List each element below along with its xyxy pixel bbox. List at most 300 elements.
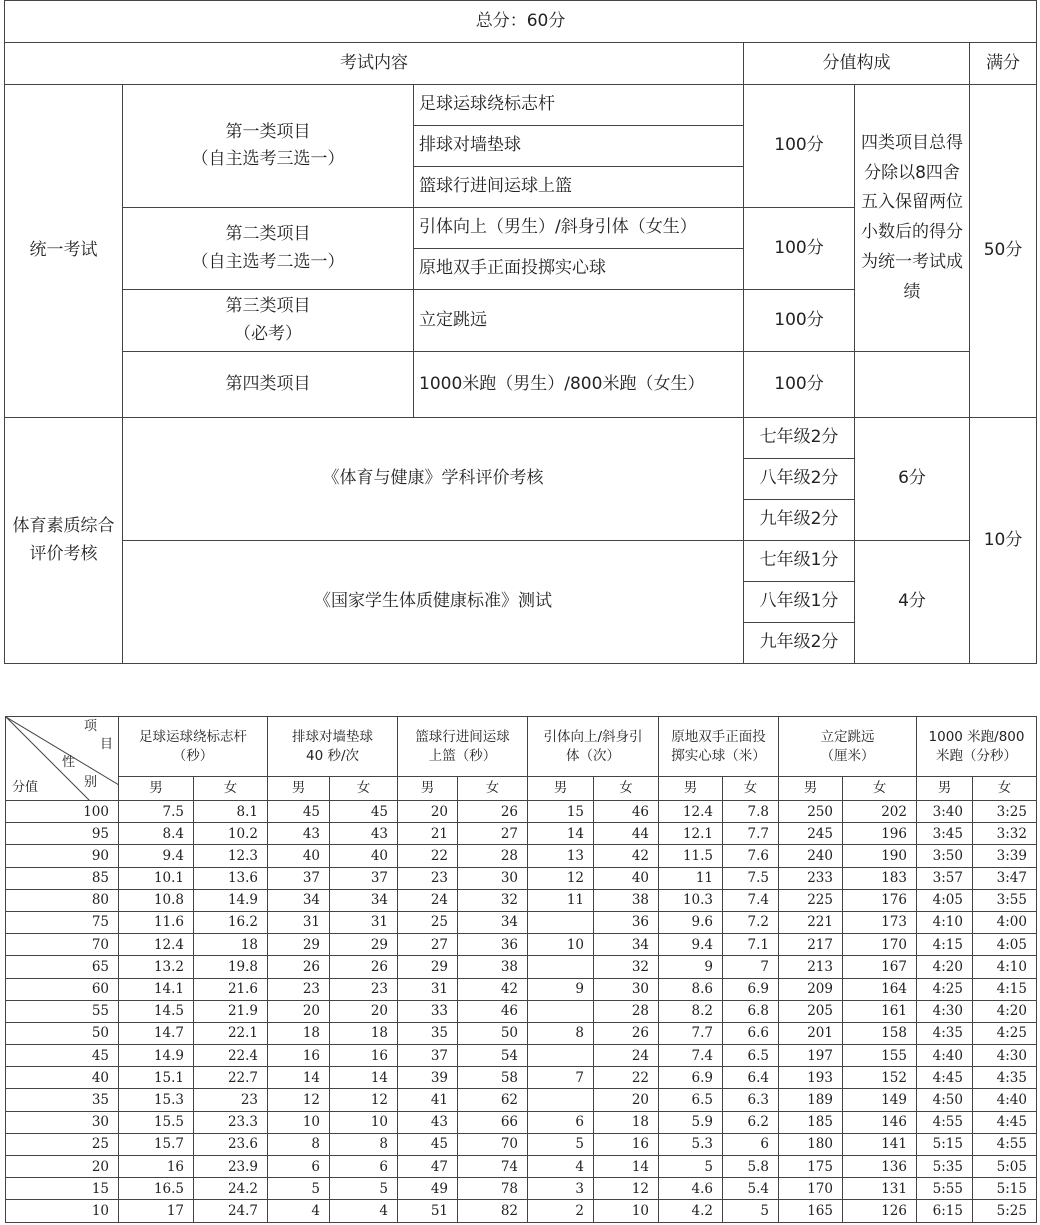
standard-cell: 3:39 — [973, 845, 1037, 867]
standard-cell: 21.6 — [194, 978, 268, 1000]
gender-male-header: 男 — [119, 777, 194, 801]
standard-cell: 43 — [330, 823, 398, 845]
standard-cell: 28 — [594, 1000, 659, 1022]
standard-cell: 11 — [659, 867, 723, 889]
standard-cell: 7.5 — [119, 801, 194, 823]
standard-cell: 33 — [398, 1000, 458, 1022]
standard-cell: 6.3 — [723, 1089, 779, 1111]
standard-cell: 10.8 — [119, 889, 194, 911]
standard-cell: 36 — [594, 911, 659, 933]
standard-cell: 29 — [330, 934, 398, 956]
standard-cell: 158 — [843, 1022, 917, 1044]
score-row — [6, 801, 1037, 823]
standard-cell: 10 — [330, 1111, 398, 1133]
standard-cell: 180 — [779, 1133, 843, 1155]
standard-cell: 8.1 — [194, 801, 268, 823]
column-header-line: （秒） — [172, 747, 214, 764]
standard-cell: 12 — [330, 1089, 398, 1111]
corner-item-label-1: 项 — [84, 719, 98, 734]
standard-cell: 22 — [594, 1067, 659, 1089]
standard-cell — [528, 956, 594, 978]
standard-cell: 10 — [594, 1200, 659, 1222]
standard-cell: 149 — [843, 1089, 917, 1111]
standard-cell: 176 — [843, 889, 917, 911]
score-row — [6, 1022, 1037, 1044]
standard-cell: 189 — [779, 1089, 843, 1111]
standard-cell: 205 — [779, 1000, 843, 1022]
standard-cell: 4:35 — [973, 1067, 1037, 1089]
fitness-test-label: 《国家学生体质健康标准》测试 — [123, 541, 744, 664]
standard-cell: 16 — [268, 1045, 330, 1067]
standard-cell: 5 — [268, 1178, 330, 1200]
header-content: 考试内容 — [5, 43, 744, 85]
standard-cell: 38 — [594, 889, 659, 911]
standard-cell: 25 — [398, 911, 458, 933]
standard-cell: 14.1 — [119, 978, 194, 1000]
standard-cell: 23.6 — [194, 1133, 268, 1155]
standard-cell: 5 — [330, 1178, 398, 1200]
category-4-title: 第四类项目 — [123, 352, 414, 418]
gender-female-header: 女 — [594, 777, 659, 801]
standard-cell: 7.5 — [723, 867, 779, 889]
standard-cell: 175 — [779, 1156, 843, 1178]
score-value-cell: 60 — [6, 978, 119, 1000]
corner-gender-label-1: 性 — [62, 755, 76, 770]
standard-cell: 20 — [398, 801, 458, 823]
score-row — [6, 889, 1037, 911]
standard-cell: 12.4 — [119, 934, 194, 956]
comprehensive-full-score: 10分 — [970, 418, 1037, 664]
standard-cell: 7 — [528, 1067, 594, 1089]
gender-female-header: 女 — [843, 777, 917, 801]
standard-cell: 82 — [458, 1200, 528, 1222]
standard-cell: 155 — [843, 1045, 917, 1067]
standard-cell: 14.5 — [119, 1000, 194, 1022]
standard-cell: 6 — [330, 1156, 398, 1178]
score-row — [6, 978, 1037, 1000]
category-1 — [123, 85, 414, 208]
standard-cell: 6.8 — [723, 1000, 779, 1022]
standard-cell: 3:47 — [973, 867, 1037, 889]
standard-cell: 44 — [594, 823, 659, 845]
exam-structure-table — [4, 0, 1037, 664]
standard-cell: 141 — [843, 1133, 917, 1155]
standard-cell: 250 — [779, 801, 843, 823]
score-value-cell: 40 — [6, 1067, 119, 1089]
standard-cell: 8 — [528, 1022, 594, 1044]
standard-cell: 18 — [194, 934, 268, 956]
column-header — [119, 717, 268, 777]
standard-cell: 28 — [458, 845, 528, 867]
standard-cell: 17 — [119, 1200, 194, 1222]
score-value-cell: 80 — [6, 889, 119, 911]
score-value-cell: 10 — [6, 1200, 119, 1222]
score-row — [6, 1045, 1037, 1067]
standard-cell: 2 — [528, 1200, 594, 1222]
standard-cell: 4:15 — [917, 934, 973, 956]
standard-cell: 6 — [268, 1156, 330, 1178]
standard-cell: 4:55 — [973, 1133, 1037, 1155]
standard-cell: 4 — [330, 1200, 398, 1222]
standard-cell: 7.7 — [659, 1022, 723, 1044]
standard-cell: 46 — [594, 801, 659, 823]
grade-score: 七年级1分 — [744, 541, 855, 582]
standard-cell: 34 — [458, 911, 528, 933]
standard-cell: 14.9 — [119, 1045, 194, 1067]
column-header — [268, 717, 398, 777]
standard-cell: 4:25 — [973, 1022, 1037, 1044]
standard-cell: 16 — [119, 1156, 194, 1178]
standard-cell: 20 — [594, 1089, 659, 1111]
standard-cell: 54 — [458, 1045, 528, 1067]
standard-cell: 3:57 — [917, 867, 973, 889]
corner-item-label-2: 目 — [100, 737, 114, 752]
standard-cell: 43 — [268, 823, 330, 845]
column-header-line: 米跑（分秒） — [936, 747, 1017, 764]
standard-cell: 45 — [398, 1133, 458, 1155]
standard-cell — [528, 1045, 594, 1067]
standard-cell: 6:15 — [917, 1200, 973, 1222]
standard-cell: 6.9 — [659, 1067, 723, 1089]
score-value-cell: 35 — [6, 1089, 119, 1111]
standard-cell: 31 — [398, 978, 458, 1000]
comprehensive-exam-label: 体育素质综合评价考核 — [5, 418, 123, 664]
score-row — [6, 867, 1037, 889]
standard-cell: 4:00 — [973, 911, 1037, 933]
standard-cell: 46 — [458, 1000, 528, 1022]
standard-cell: 14 — [528, 823, 594, 845]
standard-cell: 16.5 — [119, 1178, 194, 1200]
standard-cell: 47 — [398, 1156, 458, 1178]
standard-cell: 22.1 — [194, 1022, 268, 1044]
standard-cell: 11.6 — [119, 911, 194, 933]
score-rows — [6, 801, 1037, 1223]
total-score-title: 总分：60分 — [5, 1, 1037, 43]
standard-cell: 4:30 — [973, 1045, 1037, 1067]
column-header — [779, 717, 917, 777]
standard-cell: 66 — [458, 1111, 528, 1133]
standard-cell: 5:25 — [973, 1200, 1037, 1222]
standard-cell: 16 — [594, 1133, 659, 1155]
standard-cell: 4:45 — [973, 1111, 1037, 1133]
standard-cell: 13.2 — [119, 956, 194, 978]
standard-cell: 23 — [330, 978, 398, 1000]
standard-cell: 12 — [268, 1089, 330, 1111]
standard-cell: 197 — [779, 1045, 843, 1067]
standard-cell: 7.8 — [723, 801, 779, 823]
standard-cell: 50 — [458, 1022, 528, 1044]
standard-cell: 7.4 — [659, 1045, 723, 1067]
standard-cell: 131 — [843, 1178, 917, 1200]
standard-cell: 23 — [268, 978, 330, 1000]
corner-gender-label-2: 别 — [84, 775, 98, 790]
grade-score: 七年级2分 — [744, 418, 855, 459]
score-value-cell: 70 — [6, 934, 119, 956]
grade-score: 九年级2分 — [744, 500, 855, 541]
standard-cell: 9.6 — [659, 911, 723, 933]
column-header-line: 原地双手正面投 — [671, 729, 766, 746]
category-2-item: 引体向上（男生）/斜身引体（女生） — [414, 208, 744, 249]
standard-cell: 20 — [268, 1000, 330, 1022]
standard-cell: 70 — [458, 1133, 528, 1155]
score-row — [6, 956, 1037, 978]
standard-cell: 4:10 — [917, 911, 973, 933]
score-row — [6, 1133, 1037, 1155]
standard-cell: 49 — [398, 1178, 458, 1200]
gender-header-row — [6, 777, 1037, 801]
standard-cell: 201 — [779, 1022, 843, 1044]
gender-male-header: 男 — [398, 777, 458, 801]
category-1-score: 100分 — [744, 85, 855, 208]
category-2-note: （自主选考二选一） — [191, 251, 345, 272]
standard-cell: 10.3 — [659, 889, 723, 911]
standard-cell: 5 — [528, 1133, 594, 1155]
standard-cell: 29 — [268, 934, 330, 956]
standard-cell: 30 — [594, 978, 659, 1000]
standard-cell: 4:15 — [973, 978, 1037, 1000]
standard-cell: 4 — [528, 1156, 594, 1178]
standard-cell: 4:05 — [917, 889, 973, 911]
standard-cell: 32 — [458, 889, 528, 911]
gender-female-header: 女 — [723, 777, 779, 801]
standard-cell: 20 — [330, 1000, 398, 1022]
standard-cell: 5.8 — [723, 1156, 779, 1178]
standard-cell: 21 — [398, 823, 458, 845]
score-row — [6, 1067, 1037, 1089]
category-2-score: 100分 — [744, 208, 855, 290]
standard-cell: 43 — [398, 1111, 458, 1133]
gender-male-header: 男 — [659, 777, 723, 801]
standard-cell: 10.2 — [194, 823, 268, 845]
standard-cell: 24.2 — [194, 1178, 268, 1200]
grade-score: 九年级2分 — [744, 623, 855, 664]
score-value-cell: 85 — [6, 867, 119, 889]
header-full: 满分 — [970, 43, 1037, 85]
standard-cell: 9 — [528, 978, 594, 1000]
gender-female-header: 女 — [330, 777, 398, 801]
gender-male-header: 男 — [268, 777, 330, 801]
subject-evaluation-total: 6分 — [855, 418, 970, 541]
standard-cell: 18 — [594, 1111, 659, 1133]
standard-cell: 14 — [330, 1067, 398, 1089]
standard-cell: 34 — [594, 934, 659, 956]
score-value-cell: 15 — [6, 1178, 119, 1200]
standard-cell: 209 — [779, 978, 843, 1000]
column-header-line: 篮球行进间运球 — [415, 729, 510, 746]
unified-full-score: 50分 — [970, 85, 1037, 418]
score-row — [6, 1111, 1037, 1133]
column-header-line: （厘米） — [820, 747, 875, 764]
standard-cell: 78 — [458, 1178, 528, 1200]
standard-cell: 26 — [330, 956, 398, 978]
standard-cell: 183 — [843, 867, 917, 889]
column-header-line: 1000 米跑/800 — [928, 729, 1025, 746]
standard-cell: 190 — [843, 845, 917, 867]
standard-cell: 24 — [398, 889, 458, 911]
category-1-title: 第一类项目 — [225, 121, 311, 142]
standard-cell: 39 — [398, 1067, 458, 1089]
standard-cell: 10.1 — [119, 867, 194, 889]
score-value-cell: 65 — [6, 956, 119, 978]
standard-cell: 40 — [330, 845, 398, 867]
standard-cell: 5.3 — [659, 1133, 723, 1155]
standard-cell: 170 — [843, 934, 917, 956]
standard-cell: 161 — [843, 1000, 917, 1022]
score-value-cell: 95 — [6, 823, 119, 845]
column-header-line: 立定跳远 — [820, 729, 875, 746]
gender-male-header: 男 — [528, 777, 594, 801]
standard-cell: 8 — [268, 1133, 330, 1155]
standard-cell: 15 — [528, 801, 594, 823]
standard-cell: 74 — [458, 1156, 528, 1178]
standard-cell: 37 — [398, 1045, 458, 1067]
standard-cell: 15.7 — [119, 1133, 194, 1155]
standard-cell: 12 — [594, 1178, 659, 1200]
score-value-cell: 50 — [6, 1022, 119, 1044]
standard-cell: 8.4 — [119, 823, 194, 845]
unified-exam-label: 统一考试 — [5, 85, 123, 418]
standard-cell — [528, 911, 594, 933]
standard-cell: 6 — [528, 1111, 594, 1133]
standard-cell: 19.8 — [194, 956, 268, 978]
standard-cell: 3:55 — [973, 889, 1037, 911]
standard-cell: 23.3 — [194, 1111, 268, 1133]
standard-cell: 31 — [268, 911, 330, 933]
standard-cell: 3:50 — [917, 845, 973, 867]
standard-cell: 4:30 — [917, 1000, 973, 1022]
fitness-test-total: 4分 — [855, 541, 970, 664]
category-2-item: 原地双手正面投掷实心球 — [414, 249, 744, 290]
standard-cell: 7.1 — [723, 934, 779, 956]
standard-cell: 5 — [659, 1156, 723, 1178]
standard-cell: 40 — [268, 845, 330, 867]
standard-cell: 193 — [779, 1067, 843, 1089]
standard-cell: 8.2 — [659, 1000, 723, 1022]
standard-cell: 5:15 — [917, 1133, 973, 1155]
column-header-line: 体（次） — [566, 747, 620, 764]
standard-cell: 23 — [398, 867, 458, 889]
standard-cell: 7 — [723, 956, 779, 978]
standard-cell: 4:50 — [917, 1089, 973, 1111]
standard-cell: 51 — [398, 1200, 458, 1222]
standard-cell — [528, 1089, 594, 1111]
standard-cell: 62 — [458, 1089, 528, 1111]
standard-cell: 4.6 — [659, 1178, 723, 1200]
standard-cell: 152 — [843, 1067, 917, 1089]
standard-cell: 34 — [330, 889, 398, 911]
standard-cell: 5:35 — [917, 1156, 973, 1178]
standard-cell: 6.5 — [723, 1045, 779, 1067]
standard-cell: 14 — [594, 1156, 659, 1178]
standard-cell: 240 — [779, 845, 843, 867]
standard-cell: 58 — [458, 1067, 528, 1089]
standard-cell: 13.6 — [194, 867, 268, 889]
standard-cell: 12 — [528, 867, 594, 889]
standard-cell: 4:55 — [917, 1111, 973, 1133]
score-row — [6, 1156, 1037, 1178]
standard-cell: 10 — [268, 1111, 330, 1133]
standard-cell: 126 — [843, 1200, 917, 1222]
standard-cell: 3:45 — [917, 823, 973, 845]
gender-female-header: 女 — [458, 777, 528, 801]
standard-cell: 3:40 — [917, 801, 973, 823]
standard-cell: 5.4 — [723, 1178, 779, 1200]
standard-cell: 5:55 — [917, 1178, 973, 1200]
standard-cell: 26 — [594, 1022, 659, 1044]
standard-cell: 4:40 — [973, 1089, 1037, 1111]
standard-cell: 24.7 — [194, 1200, 268, 1222]
category-2-title: 第二类项目 — [225, 224, 311, 245]
standard-cell: 12.3 — [194, 845, 268, 867]
standard-cell: 15.1 — [119, 1067, 194, 1089]
standard-cell: 23 — [194, 1089, 268, 1111]
standard-cell: 31 — [330, 911, 398, 933]
standard-cell: 34 — [268, 889, 330, 911]
standard-cell: 217 — [779, 934, 843, 956]
standard-cell: 4:20 — [917, 956, 973, 978]
category-3-score: 100分 — [744, 290, 855, 352]
corner-score-label: 分值 — [12, 780, 39, 795]
standard-cell: 6.4 — [723, 1067, 779, 1089]
standard-cell: 18 — [268, 1022, 330, 1044]
standard-cell: 7.4 — [723, 889, 779, 911]
score-value-cell: 25 — [6, 1133, 119, 1155]
standard-cell: 27 — [458, 823, 528, 845]
gender-male-header: 男 — [779, 777, 843, 801]
score-value-cell: 20 — [6, 1156, 119, 1178]
standard-cell: 26 — [268, 956, 330, 978]
standard-cell: 9 — [659, 956, 723, 978]
standard-cell: 11 — [528, 889, 594, 911]
standard-cell — [528, 1000, 594, 1022]
description-filler — [855, 352, 970, 418]
score-row — [6, 934, 1037, 956]
standard-cell: 233 — [779, 867, 843, 889]
standard-cell: 36 — [458, 934, 528, 956]
standard-cell: 45 — [330, 801, 398, 823]
grade-score: 八年级1分 — [744, 582, 855, 623]
standard-cell: 167 — [843, 956, 917, 978]
standard-cell: 245 — [779, 823, 843, 845]
category-4-item: 1000米跑（男生）/800米跑（女生） — [414, 352, 744, 418]
column-header — [659, 717, 779, 777]
standard-cell: 13 — [528, 845, 594, 867]
standard-cell: 6 — [723, 1133, 779, 1155]
gender-male-header: 男 — [917, 777, 973, 801]
column-header — [398, 717, 528, 777]
score-value-cell: 30 — [6, 1111, 119, 1133]
column-header-line: 掷实心球（米） — [671, 747, 766, 764]
category-2 — [123, 208, 414, 290]
standard-cell: 7.2 — [723, 911, 779, 933]
standard-cell: 14.9 — [194, 889, 268, 911]
score-row — [6, 845, 1037, 867]
standard-cell: 4:20 — [973, 1000, 1037, 1022]
standard-cell: 165 — [779, 1200, 843, 1222]
standard-cell: 18 — [330, 1022, 398, 1044]
standard-cell: 15.3 — [119, 1089, 194, 1111]
standard-cell: 221 — [779, 911, 843, 933]
standard-cell: 45 — [268, 801, 330, 823]
category-1-item: 排球对墙垫球 — [414, 126, 744, 167]
standard-cell: 37 — [330, 867, 398, 889]
standard-cell: 12.4 — [659, 801, 723, 823]
category-1-item: 足球运球绕标志杆 — [414, 85, 744, 126]
standard-cell: 9.4 — [659, 934, 723, 956]
score-value-cell: 100 — [6, 801, 119, 823]
standard-cell: 38 — [458, 956, 528, 978]
column-header-line: 引体向上/斜身引 — [543, 729, 643, 746]
